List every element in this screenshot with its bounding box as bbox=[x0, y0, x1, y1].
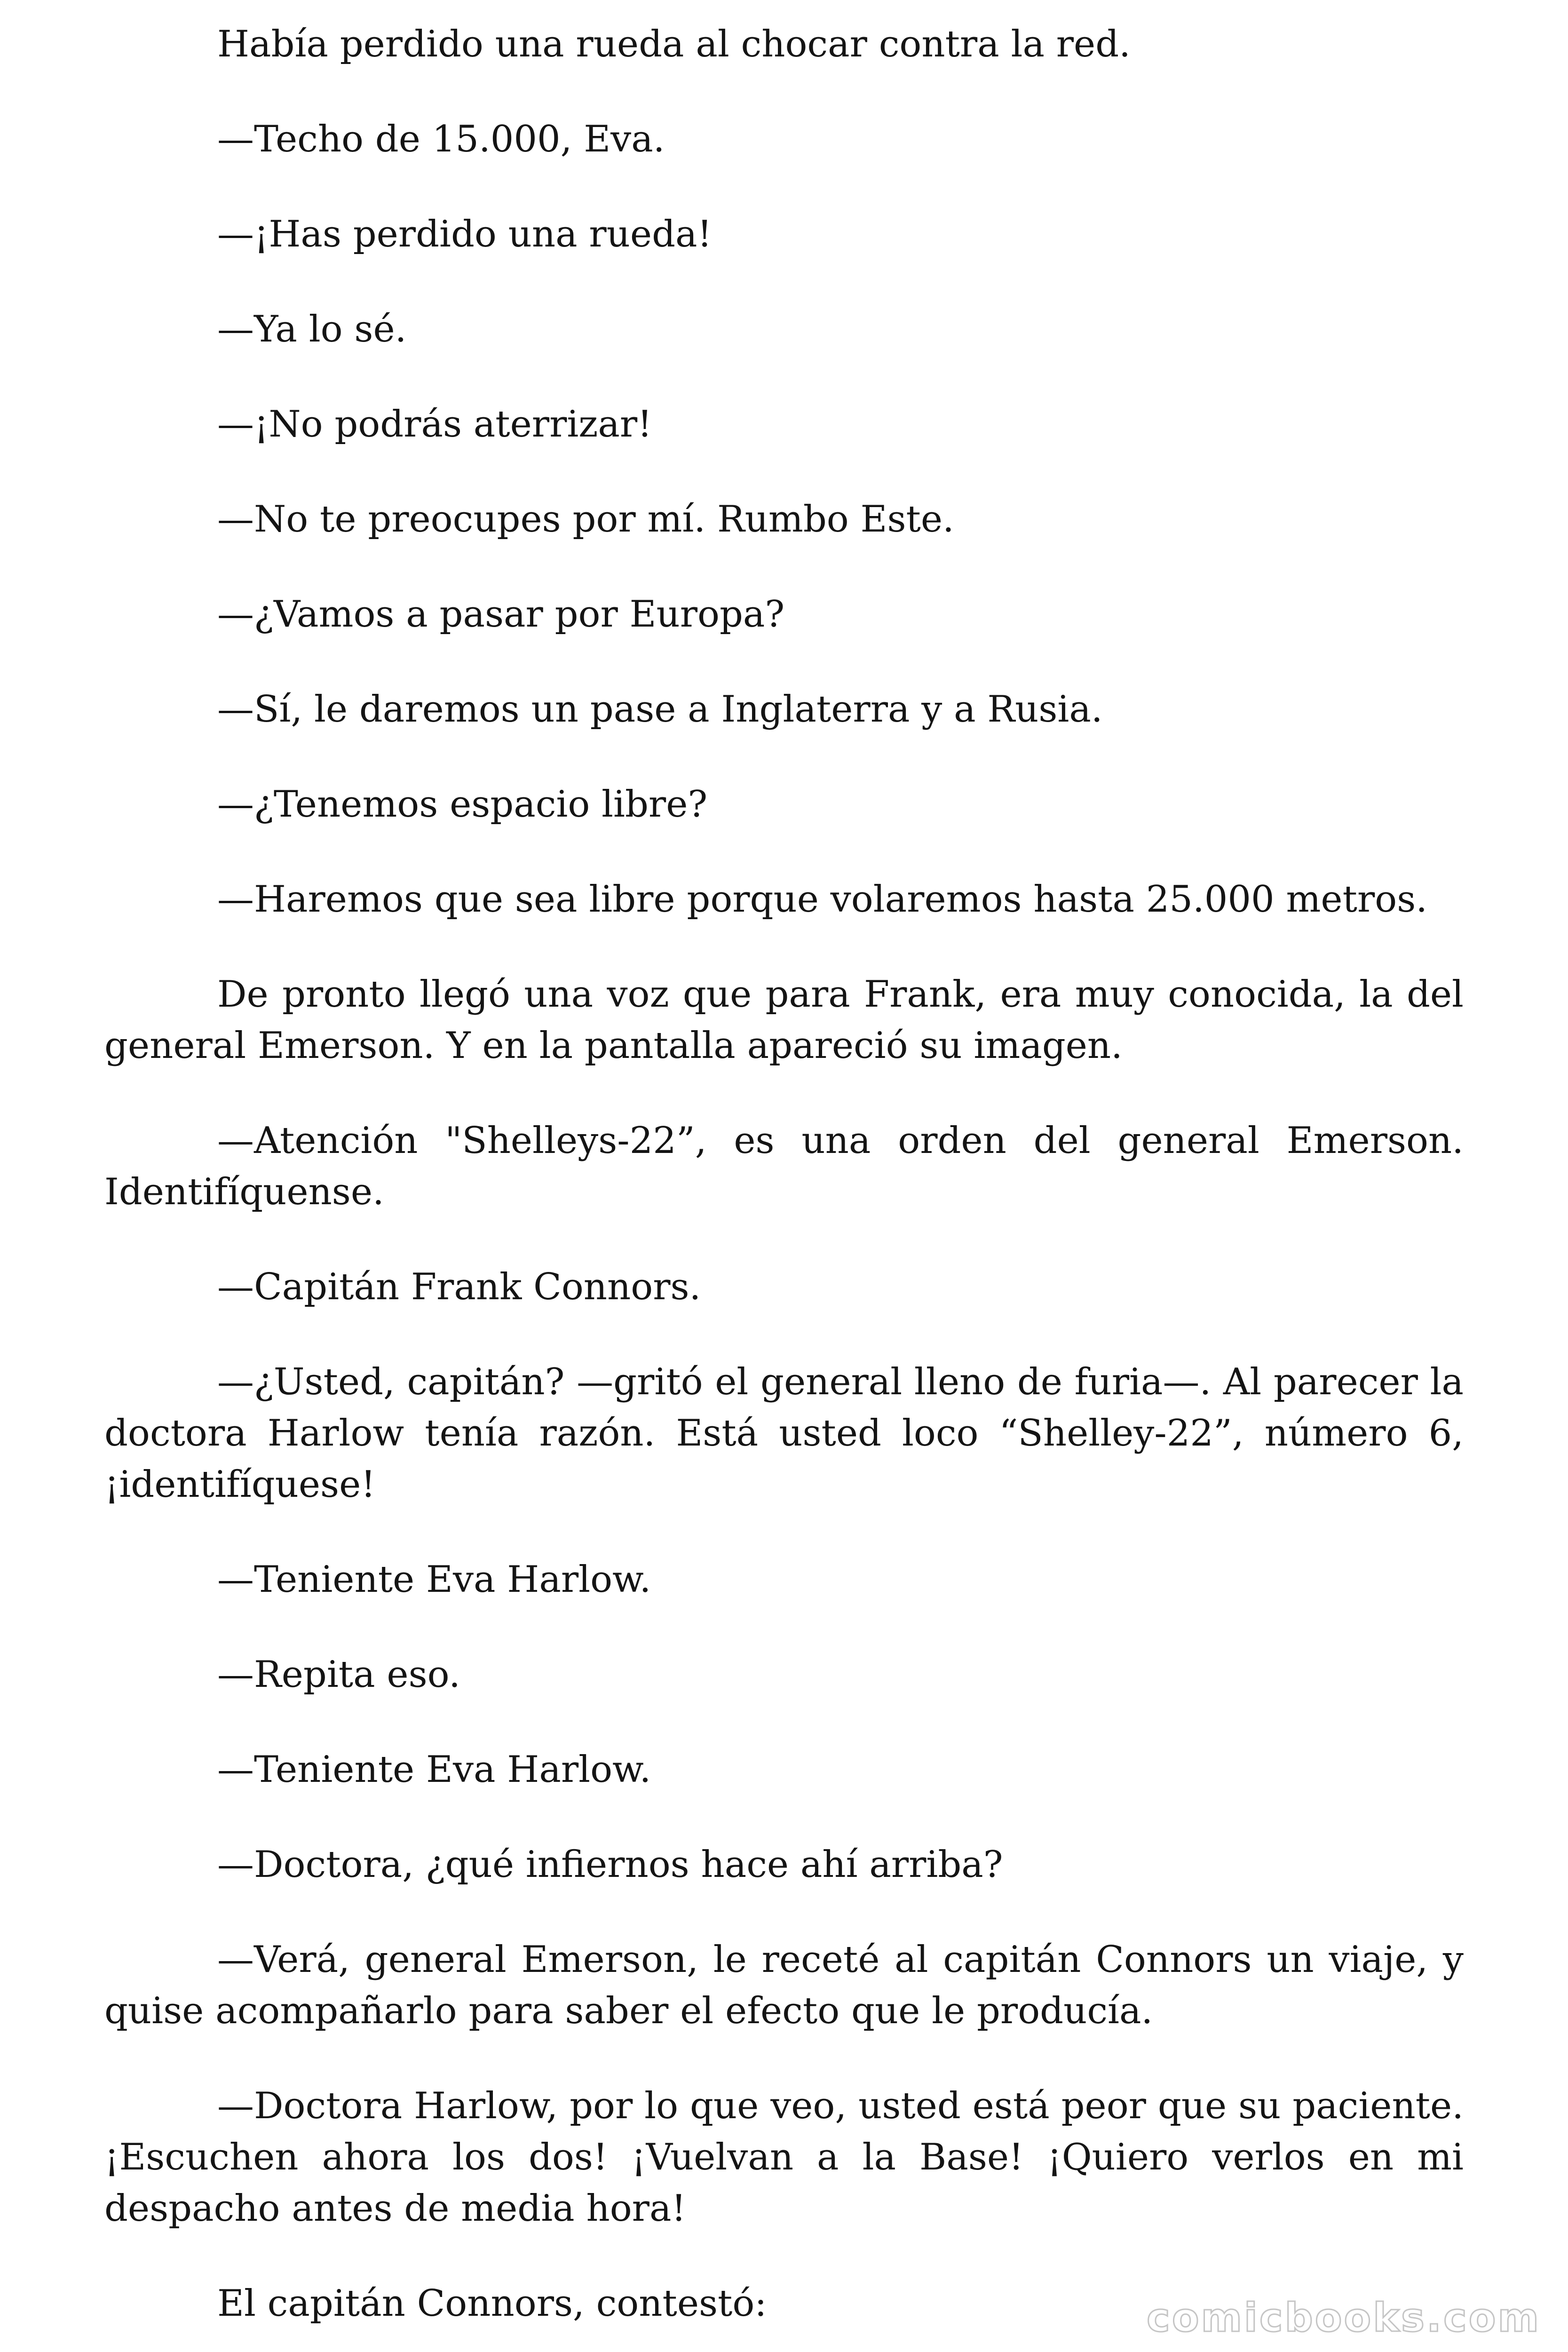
watermark: comicbooks.com bbox=[1147, 2295, 1541, 2341]
paragraph: De pronto llegó una voz que para Frank, era muy conocida, la del general Emerson. Y en la pantalla apareció su imagen. bbox=[104, 973, 1464, 1067]
paragraph: —Capitán Frank Connors. bbox=[217, 1266, 701, 1308]
paragraph: —Haremos que sea libre porque volaremos hasta 25.000 metros. bbox=[217, 878, 1428, 921]
text-column bbox=[104, 19, 1464, 2329]
paragraph: —¿Tenemos espacio libre? bbox=[217, 783, 708, 826]
paragraph: —Techo de 15.000, Eva. bbox=[217, 118, 665, 160]
paragraph: —Doctora Harlow, por lo que veo, usted está peor que su paciente. ¡Escuchen ahora los dos! ¡Vuelvan a la Base! ¡Quiero verlos en mi despacho antes de media hora! bbox=[104, 2085, 1464, 2230]
paragraph: —Repita eso. bbox=[217, 1653, 460, 1696]
paragraph: —¿Vamos a pasar por Europa? bbox=[217, 593, 785, 636]
paragraph: —Doctora, ¿qué infiernos hace ahí arriba? bbox=[217, 1843, 1003, 1886]
paragraph: El capitán Connors, contestó: bbox=[217, 2282, 767, 2325]
paragraph: Había perdido una rueda al chocar contra la red. bbox=[217, 23, 1131, 65]
paragraph: —Ya lo sé. bbox=[217, 308, 407, 350]
paragraph: —Teniente Eva Harlow. bbox=[217, 1558, 651, 1601]
paragraph: —¡Has perdido una rueda! bbox=[217, 213, 712, 255]
paragraph: —No te preocupes por mí. Rumbo Este. bbox=[217, 498, 954, 540]
paragraph: —¡No podrás aterrizar! bbox=[217, 403, 652, 445]
paragraph: —Sí, le daremos un pase a Inglaterra y a Rusia. bbox=[217, 688, 1103, 731]
paragraph: —Teniente Eva Harlow. bbox=[217, 1748, 651, 1791]
paragraph: —Verá, general Emerson, le receté al capitán Connors un viaje, y quise acompañarlo para saber el efecto que le producía. bbox=[104, 1939, 1464, 2032]
paragraph: —Atención "Shelleys-22”, es una orden del general Emerson. Identifíquense. bbox=[104, 1120, 1464, 1213]
paragraph: —¿Usted, capitán? —gritó el general lleno de furia—. Al parecer la doctora Harlow tenía razón. Está usted loco “Shelley-22”, número 6, ¡identifíquese! bbox=[104, 1361, 1464, 1506]
